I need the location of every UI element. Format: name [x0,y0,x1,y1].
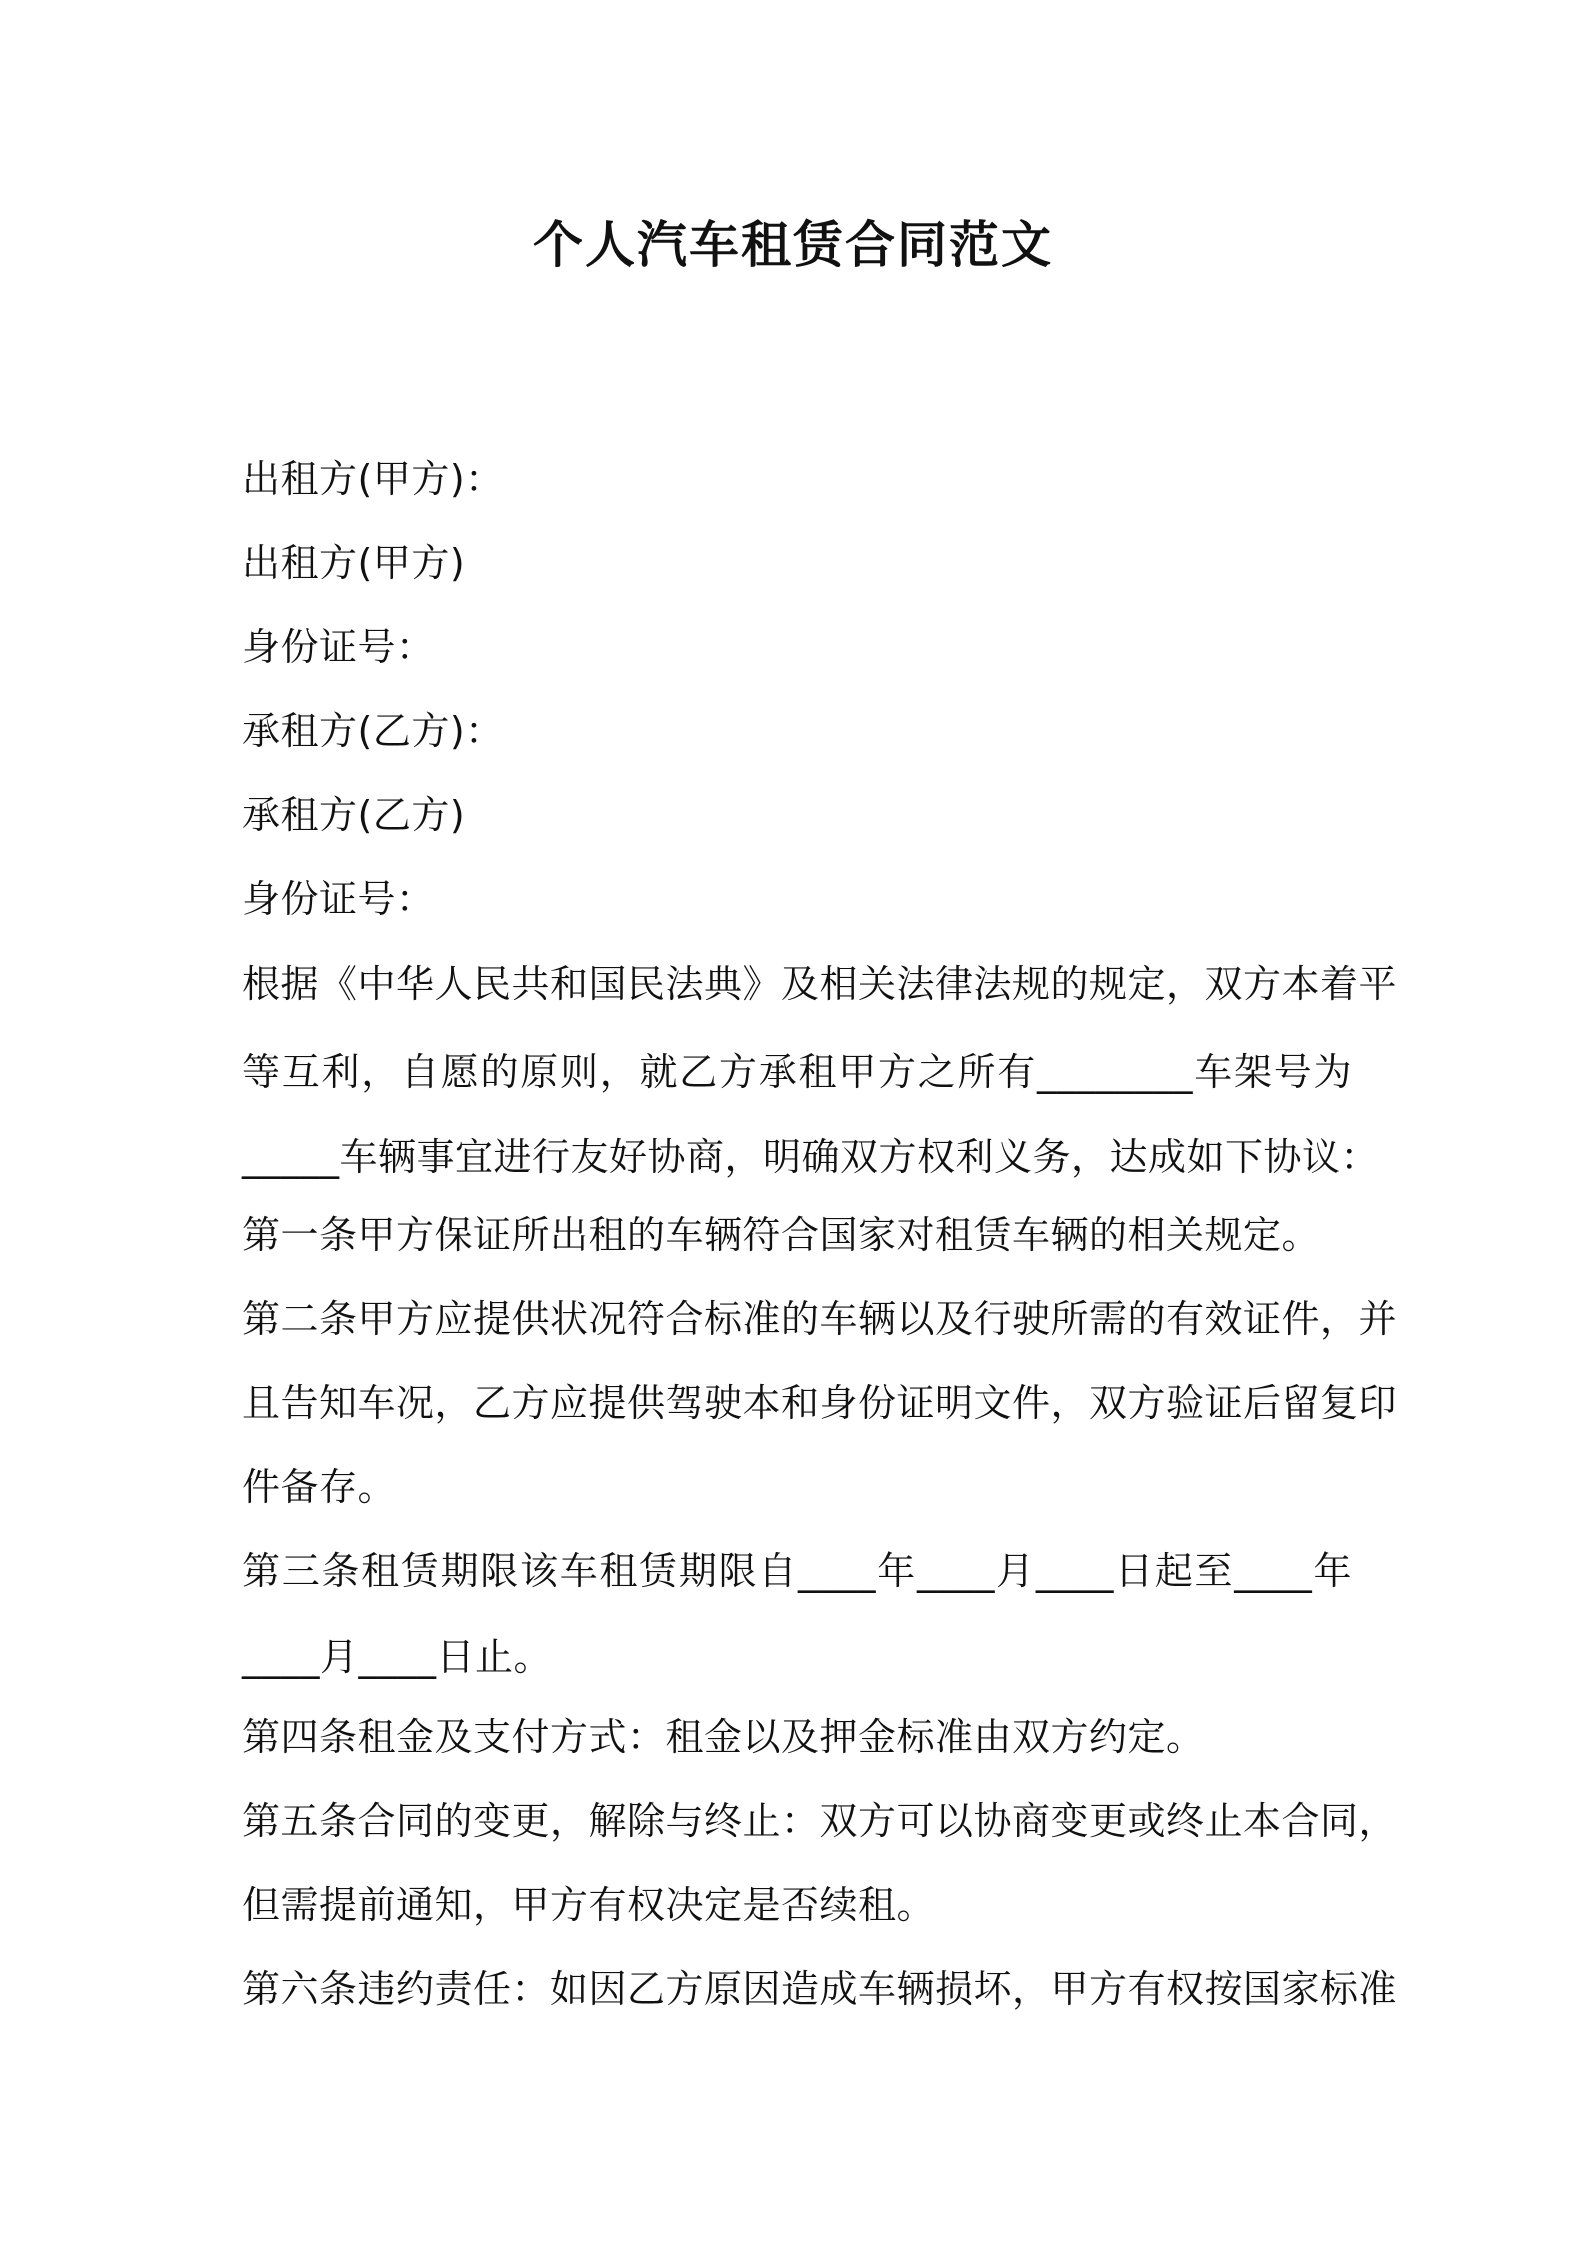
lessor-line: 出租方(甲方)： [242,457,504,501]
lessee-name-line: 承租方(乙方) [242,793,466,837]
lessor-id-line: 身份证号： [242,625,435,669]
article-3-line-1: 第三条租赁期限该车租赁期限自____年____月____日起至____年 [242,1549,1352,1593]
lessor-name-line: 出租方(甲方) [242,541,466,585]
article-5-line-1: 第五条合同的变更，解除与终止：双方可以协商变更或终止本合同， [242,1799,1398,1843]
article-2-line-3: 件备存。 [242,1465,397,1509]
preamble-line-3: _____车辆事宜进行友好协商，明确双方权利义务，达成如下协议： [242,1135,1380,1179]
lessee-line: 承租方(乙方)： [242,709,504,753]
document-title: 个人汽车租赁合同范文 [533,216,1053,274]
article-6-line-1: 第六条违约责任：如因乙方原因造成车辆损坏，甲方有权按国家标准 [242,1967,1398,2011]
article-3-line-2: ____月____日止。 [242,1635,553,1679]
article-2-line-2: 且告知车况，乙方应提供驾驶本和身份证明文件，双方验证后留复印 [242,1381,1398,1425]
article-4-line: 第四条租金及支付方式：租金以及押金标准由双方约定。 [242,1715,1205,1759]
article-1-line: 第一条甲方保证所出租的车辆符合国家对租赁车辆的相关规定。 [242,1213,1321,1257]
article-5-line-2: 但需提前通知，甲方有权决定是否续租。 [242,1883,936,1927]
preamble-line-1: 根据《中华人民共和国民法典》及相关法律法规的规定，双方本着平 [242,962,1398,1006]
lessee-id-line: 身份证号： [242,877,435,921]
article-2-line-1: 第二条甲方应提供状况符合标准的车辆以及行驶所需的有效证件，并 [242,1297,1398,1341]
preamble-line-2: 等互利，自愿的原则，就乙方承租甲方之所有________车架号为 [242,1050,1352,1094]
